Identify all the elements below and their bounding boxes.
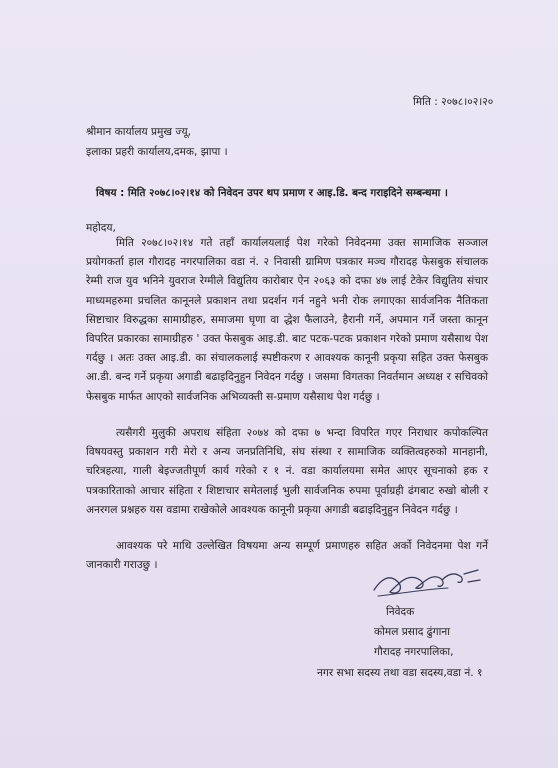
salutation: महोदय,	[86, 222, 116, 234]
body-paragraph-3: आवश्यक परे माथि उल्लेखित विषयमा अन्य सम्पूर्ण प्रमाणहरु सहित अर्को निवेदनमा पेश गर्ने जानकारी गराउछु ।	[86, 540, 488, 572]
signatory-title: नगर सभा सदस्य तथा वडा सदस्य,वडा नं. १	[317, 667, 483, 679]
date-line: मिति : २०७८।०२।२०	[413, 96, 494, 108]
subject-line: विषय : मिति २०७८।०२।१४ को निवेदन उपर थप प्रमाण र आइ.डि. बन्द गराइदिने सम्बन्धमा ।	[96, 187, 448, 199]
body-paragraph-2: त्यसैगरी मुलुकी अपराध संहिता २०७४ को दफा ७ भन्दा विपरित गएर निराधार कपोकल्पित विषयवस्तु प्रकाशन गरी मेरो र अन्य जनप्रतिनिधि, संघ संस्था र सामाजिक व्यक्तित्वहरुको मानहानी, चरित्रहत्या, गाली बेइज्जतीपूर्ण कार्य गरेको र १ नं. वडा कार्यालयमा समेत आएर सूचनाको हक र पत्रकारिताको आचार संहिता र शिष्टाचार समेतलाई भुली सार्वजनिक रुपमा पूर्वाग्रही ढंगबाट रुखो बोली र अनरगल प्रश्नहरु यस वडामा राखेकोले आवश्यक कानूनी प्रकृया अगाडी बढाइदिनुहुन निवेदन गर्दछु ।	[86, 427, 488, 516]
signatory-name: कोमल प्रसाद ढुंगाना	[374, 626, 450, 638]
signature-label: निवेदक	[386, 606, 415, 618]
recipient-line-2: इलाका प्रहरी कार्यालय,दमक, झापा ।	[86, 146, 228, 158]
recipient-line-1: श्रीमान कार्यालय प्रमुख ज्यू,	[86, 126, 191, 138]
body-paragraph-1: मिति २०७८।०२।१४ गते तहाँ कार्यालयलाई पेश गरेको निवेदनमा उक्त सामाजिक सञ्जाल प्रयोगकर्ता हाल गौरादह नगरपालिका वडा नं. २ निवासी ग्रामिण पत्रकार मञ्च गौरादह फेसबुक संचालक रेम्मी राज युव भनिने युवराज रेग्मीले विद्युतिय कारोबार ऐन २०६३ को दफा ४७ लाई टेकेर विद्युतिय संचार माध्यमहरुमा प्रचलित कानूनले प्रकाशन तथा प्रदर्शन गर्न नहुने भनी रोक लगाएका सार्वजनिक नैतिकता सिष्टाचार विरुद्धका सामाग्रीहरु, समाजमा घृणा वा द्धेश फैलाउने, हैरानी गर्ने, अपमान गर्ने जस्ता कानून विपरित प्रकारका सामाग्रीहरु ' उक्त फेसबुक आइ.डी. बाट पटक-पटक प्रकाशन गरेको प्रमाण यसैसाथ पेश गर्दछु । अतः उक्त आइ.डी. का संचालकलाई स्पष्टीकरण र आवश्यक कानूनी प्रकृया सहित उक्त फेसबुक आ.डी. बन्द गर्ने प्रकृया अगाडी बढाइदिनुहुन निवेदन गर्दछु । जसमा विगतका निवर्तमान अध्यक्ष र सचिवको फेसबुक मार्फत आएको सार्वजनिक अभिव्यक्ती स-प्रमाण यसैसाथ पेश गर्दछु ।	[86, 237, 488, 403]
signatory-organization: गौरादह नगरपालिका,	[374, 646, 454, 658]
handwritten-signature	[368, 560, 488, 602]
